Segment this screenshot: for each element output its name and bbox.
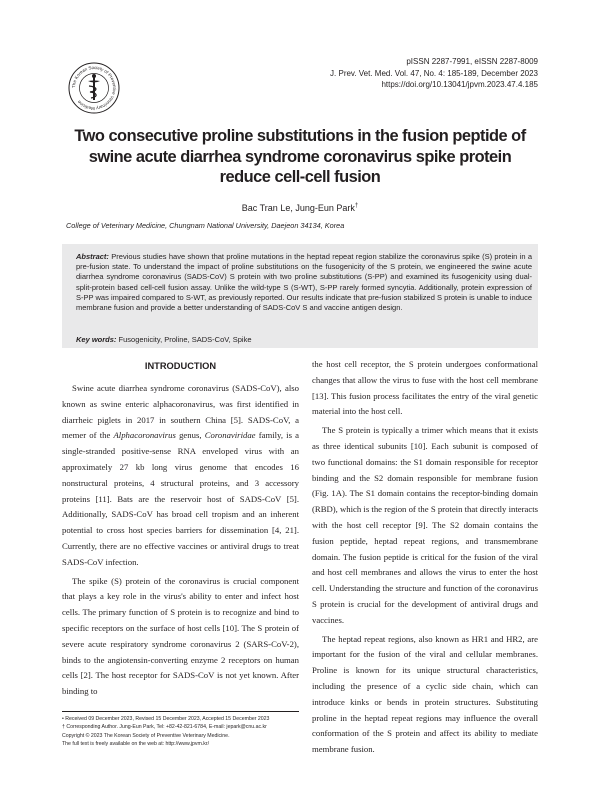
footnote-fulltext: The full text is freely available on the web at: http://www.jpvm.kr/ — [62, 741, 210, 748]
author-list — [0, 203, 600, 213]
footnote-copyright: Copyright © 2023 The Korean Society of Preventive Veterinary Medicine. — [62, 732, 230, 739]
abstract-body: Previous studies have shown that proline mutations in the heptad repeat region stabilize the coronavirus spike (S) protein in a pre-fusion state. To understand the impact of proline substitutions on the fusogenicity of the S protein, we engineered the swine acute diarrhea syndrome coronavirus (SADS-CoV) S protein with two proline substitutions (S-PP) and examined its fusogenicity using dual-split-protein based cell-cell fusion assay. Unlike the wild-type S (S-WT), S-PP rarely formed syncytia. Additionally, protein expression of S-PP was impaired compared to S-WT, as previously reported. Our results indicate that pre-fusion stabilized S protein is unable to induce membrane fusion and provide a better understanding of SADS-CoV S and vaccine antigen design. — [76, 252, 532, 313]
journal-meta — [330, 56, 538, 91]
citation-line: J. Prev. Vet. Med. Vol. 47, No. 4: 185-189, December 2023 — [330, 68, 538, 78]
footnote-dates: • Received 09 December 2023, Revised 15 December 2023, Accepted 15 December 2023 — [62, 716, 270, 722]
caduceus-icon — [88, 74, 100, 100]
abstract — [76, 252, 532, 313]
title-line: Two consecutive proline substitutions in the fusion peptide of — [74, 127, 526, 145]
affiliation: College of Veterinary Medicine, Chungnam National University, Daejeon 34134, Korea — [66, 221, 345, 230]
society-seal-logo — [68, 62, 120, 114]
title-line: swine acute diarrhea syndrome coronavirus spike protein — [88, 147, 512, 166]
body-paragraph: the host cell receptor, the S protein undergoes conformational changes that allow the virus to fuse with the host cell membrane [13]. This fusion process facilitates the entry of the viral genetic material into the host cell. — [312, 359, 538, 417]
section-heading-introduction: INTRODUCTION — [144, 361, 217, 371]
author-names: Bac Tran Le, Jung-Eun Park — [241, 203, 355, 213]
right-column — [312, 357, 538, 758]
logo-ring-text: The Korean Society of Preventive Veterinary Medicine — [70, 64, 118, 112]
keywords — [76, 335, 532, 345]
abstract-label: Abstract: — [76, 252, 109, 261]
keywords-label: Key words: — [76, 335, 117, 344]
title-line: reduce cell-cell fusion — [219, 168, 381, 186]
body-paragraph: Swine acute diarrhea syndrome coronavirus (SADS-CoV), also known as swine enteric alphacoronavirus, was first identified in diarrheic piglets in 2017 in southern China [5]. SADS-CoV, a memer of the Alphacoronavirus genus, Coronaviridae family, is a single-stranded positive-sense RNA enveloped virus with an approximately 27 kb long virus genome that encodes 16 nonstructural proteins, 4 structural proteins, and 3 accessory proteins [11]. Bats are the reservoir host of SADS-CoV [5]. Additionally, SADS-CoV has broad cell tropism and an inherent potential to cross host species barriers for dissemination [4, 21]. Currently, there are no effective vaccines or antiviral drugs to treat SADS-CoV infection. — [62, 383, 299, 567]
issn-line: pISSN 2287-7991, eISSN 2287-8009 — [406, 57, 538, 66]
doi-link[interactable]: https://doi.org/10.13041/jpvm.2023.47.4.185 — [381, 80, 538, 89]
footnote-corresponding: † Corresponding Author. Jung-Eun Park, Tel: +82-42-821-6784, E-mail: jepark@cnu.ac.kr — [62, 724, 267, 731]
article-title — [40, 126, 560, 188]
corresponding-mark: † — [354, 203, 359, 209]
body-paragraph: The heptad repeat regions, also known as HR1 and HR2, are important for the fusion of the viral and cellular membranes. Proline is known for its unique structural characteristics, including the presence of a cyclic side chain, which can introduce kinks or bends in protein structures. Substituting proline in the heptad repeat regions may influence the overall conformation of the S protein and affect its ability to mediate membrane fusion. — [312, 633, 538, 755]
left-column — [62, 360, 299, 700]
body-paragraph: The spike (S) protein of the coronavirus is crucial component that plays a key role in the virus's ability to enter and infect host cells. The primary function of S protein is to recognize and bind to specific receptors on the surface of host cells [10]. The S protein of severe acute respiratory syndrome coronavirus 2 (SARS-CoV-2), binds to the angiotensin-converting enzyme 2 receptors on human cells [2]. The host receptor for SADS-CoV is not yet known. After binding to — [62, 575, 299, 697]
keywords-list: Fusogenicity, Proline, SADS-CoV, Spike — [118, 335, 252, 344]
body-paragraph: The S protein is typically a trimer which means that it exists as three identical subunits [10]. Each subunit is composed of two functional domains: the S1 domain responsible for receptor binding and the S2 domain responsible for membrane fusion (Fig. 1A). The S1 domain contains the receptor-binding domain (RBD), which is the region of the S protein that directly interacts with the host cell receptor [9]. The S2 domain contains the fusion peptide, heptad repeat regions, and transmembrane domain. The fusion peptide is critical for the fusion of the viral and host cell membranes and allows the virus to enter the host cell. Understanding the structure and function of the coronavirus S protein is crucial for the development of antiviral drugs and vaccines. — [312, 425, 538, 625]
footnotes — [62, 711, 299, 749]
